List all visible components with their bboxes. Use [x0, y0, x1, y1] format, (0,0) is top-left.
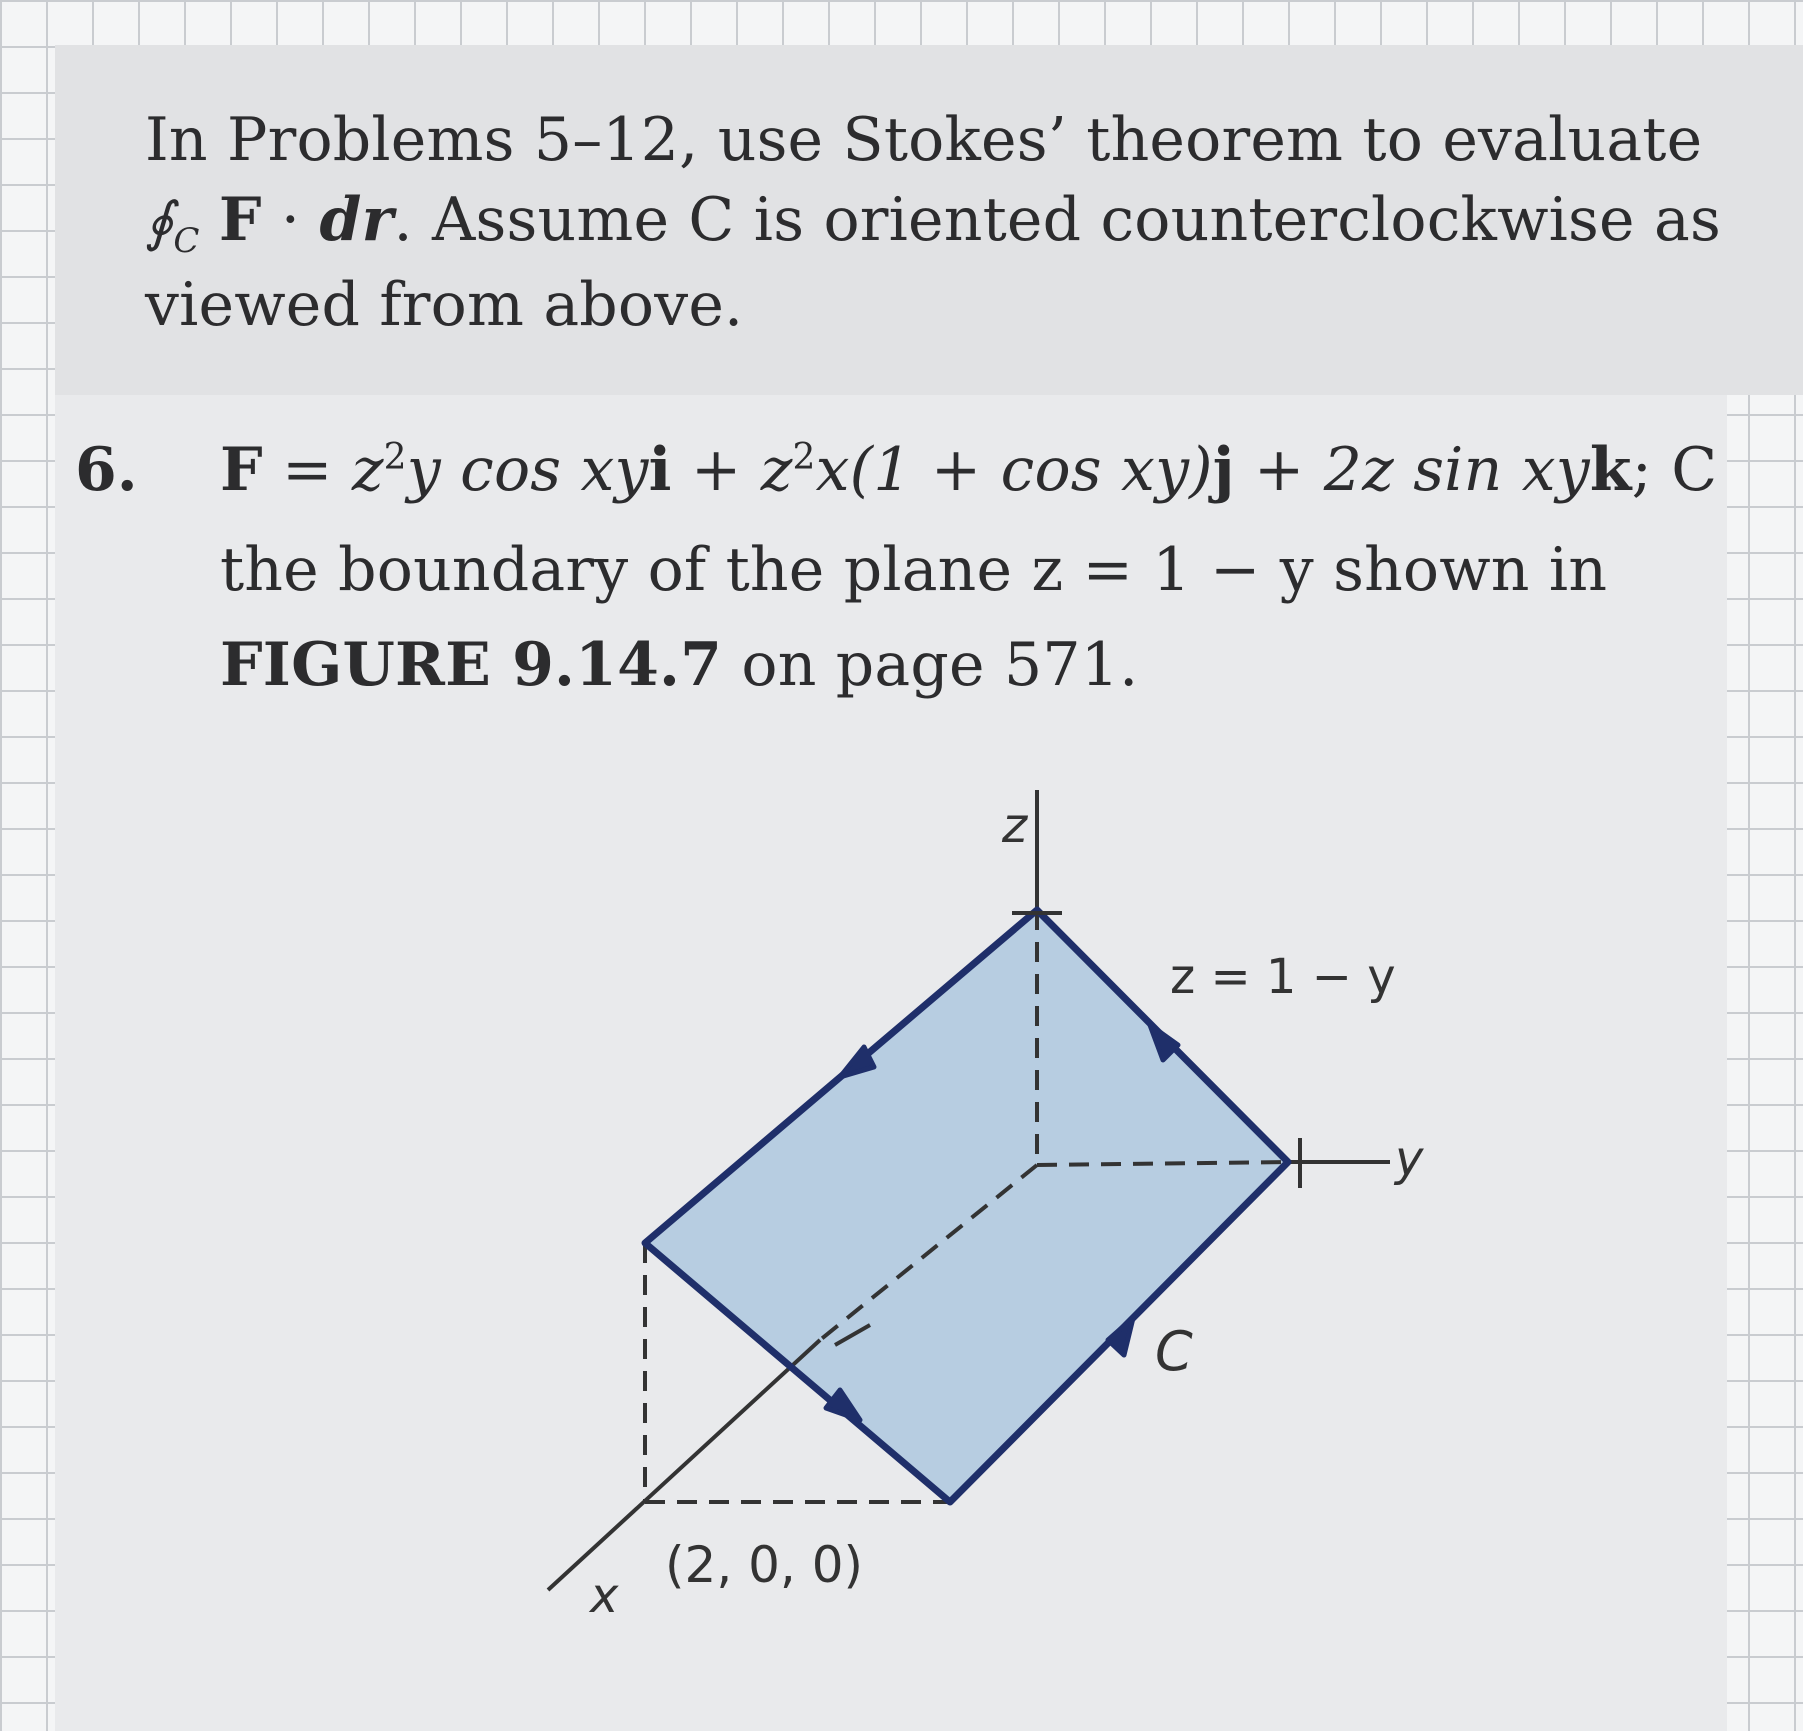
contour-integral-icon: $∮_C$	[145, 190, 200, 261]
integrand-dr: dr	[319, 185, 394, 255]
x-axis-label: x	[590, 1568, 619, 1624]
intro-line-3: viewed from above.	[145, 270, 744, 340]
page-reference: on page 571.	[722, 630, 1139, 700]
problem-line-1: $F = z^2y$ cos xyi + $z^2x(1 + \cos xy)j + 2z$ sin xyk; C	[220, 435, 1718, 505]
problem-line-2: the boundary of the plane z = 1 − y shown in	[220, 535, 1608, 605]
figure-reference: FIGURE 9.14.7	[220, 630, 723, 700]
integrand-F: F	[218, 185, 262, 255]
y-axis-label: y	[1395, 1131, 1424, 1187]
problem-number: 6.	[75, 435, 138, 505]
z-axis-label: z	[1002, 798, 1028, 854]
point-label: (2, 0, 0)	[665, 1536, 864, 1594]
intro-line-1: In Problems 5–12, use Stokes’ theorem to evaluate	[145, 105, 1703, 175]
curve-label: C	[1155, 1320, 1193, 1383]
plane-label: z = 1 − y	[1170, 949, 1396, 1005]
integrand-dot: ·	[261, 185, 320, 255]
intro-line-2-rest: . Assume C is oriented counterclockwise as	[393, 185, 1721, 255]
